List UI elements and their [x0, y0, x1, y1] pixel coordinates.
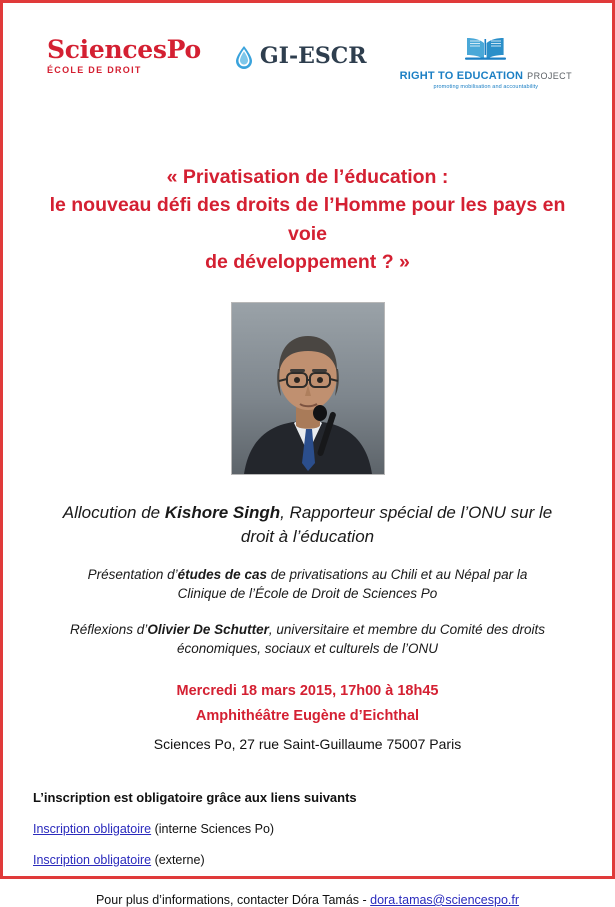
logo-row — [29, 25, 586, 101]
speaker-name: Kishore Singh — [164, 503, 281, 523]
presentation-part-1: Présentation d’ — [87, 566, 178, 582]
event-room: Amphithéâtre Eugène d’Eichthal — [195, 707, 420, 724]
page-title-line-2: le nouveau défi des droits de l’Homme pour les pays en voie — [49, 194, 566, 245]
speaker-suffix: , Rapporteur spécial de l’ONU sur le droit à l’éducation — [240, 503, 553, 546]
page-title-line-3: de développement ? » — [205, 250, 410, 273]
contact-prefix: Pour plus d’informations, contacter Dóra Tamás - — [95, 892, 371, 907]
rte-logo-wordmark-line — [400, 70, 572, 82]
rte-logo-main: RIGHT TO EDUCATION — [399, 70, 524, 82]
contact-email-link[interactable]: dora.tamas@sciencespo.fr — [370, 892, 520, 907]
registration-internal-line — [33, 822, 586, 836]
reflection-part-1: Réflexions d’ — [70, 621, 148, 637]
water-drop-icon — [234, 45, 254, 67]
registration-internal-note: (interne Sciences Po) — [151, 821, 275, 836]
giescr-logo-wordmark: GI-ESCR — [259, 43, 367, 69]
reflection-part-2: , universitaire et membre du Comité des droits économiques, sociaux et culturels de l’ONU — [176, 621, 545, 657]
open-book-icon — [463, 37, 509, 68]
registration-section — [29, 790, 586, 867]
registration-external-note: (externe) — [151, 852, 205, 867]
rte-logo-tagline: promoting mobilisation and accountability — [433, 84, 539, 90]
registration-external-link[interactable]: Inscription obligatoire — [33, 852, 152, 867]
contact-line — [29, 893, 586, 907]
rte-logo-project: PROJECT — [527, 71, 572, 81]
sciencespo-logo-subtitle: ÉCOLE DE DROIT — [47, 65, 142, 75]
presentation-part-2: de privatisations au Chili et au Népal par la Clinique de l’École de Droit de Sciences Po — [177, 566, 528, 602]
speaker-portrait — [231, 302, 385, 475]
right-to-education-logo — [400, 37, 572, 90]
reflection-line — [29, 620, 586, 659]
registration-external-line — [33, 853, 586, 867]
registration-internal-link[interactable]: Inscription obligatoire — [33, 821, 152, 836]
registration-heading: L’inscription est obligatoire grâce aux liens suivants — [33, 789, 357, 805]
speaker-line — [29, 501, 586, 549]
event-datetime: Mercredi 18 mars 2015, 17h00 à 18h45 — [176, 682, 439, 699]
event-address: Sciences Po, 27 rue Saint-Guillaume 75007 Paris — [153, 735, 462, 752]
giescr-logo — [234, 43, 367, 69]
presentation-line — [29, 565, 586, 604]
presentation-bold: études de cas — [177, 566, 267, 582]
sciencespo-logo — [47, 37, 201, 75]
portrait-container — [29, 302, 586, 475]
speaker-prefix: Allocution de — [62, 503, 165, 523]
reflection-bold: Olivier De Schutter — [147, 621, 269, 637]
page-title — [29, 163, 586, 276]
page-title-line-1: « Privatisation de l’éducation : — [166, 166, 449, 188]
sciencespo-logo-wordmark: SciencesPo — [47, 35, 201, 64]
